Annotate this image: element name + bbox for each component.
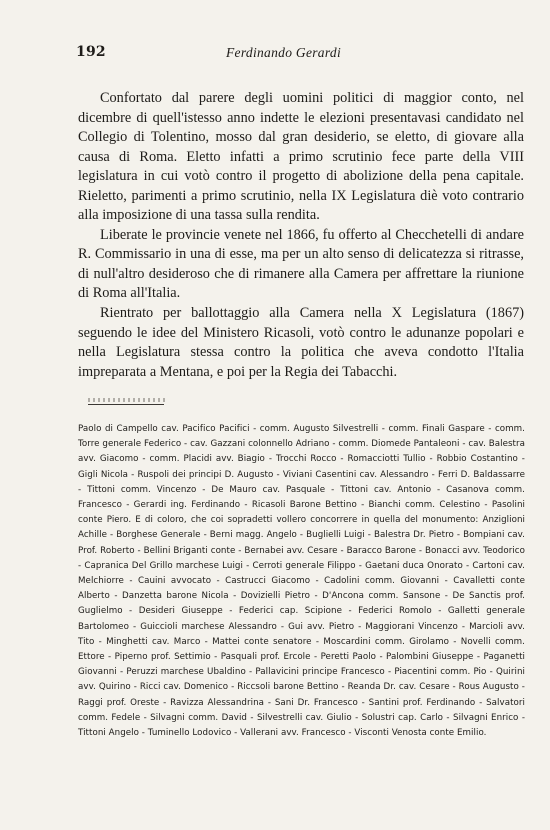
page-header bbox=[76, 44, 524, 68]
paragraph-2: Liberate le provincie venete nel 1866, fu offerto al Checchetelli di andare R. Commissario in una di esse, ma per un alto senso di delicatezza si ritrasse, di null'altro desideroso che di rimanere alla Camera per affrettare la riunione di Roma all'Italia. bbox=[78, 226, 524, 302]
body-text bbox=[78, 89, 524, 382]
paragraph-1: Confortato dal parere degli uomini politici di maggior conto, nel dicembre di quell'istesso anno indette le elezioni presentavasi candidato nel Collegio di Tolentino, mosso dal gran desiderio, se eletto, di giovare alla causa di Roma. Eletto infatti a primo scrutinio fece parte della VIII legislatura in cui votò contro il progetto di abolizione della pena capitale. Rieletto, parimenti a primo scrutinio, nella IX Legislatura diè voto contrario alla imposizione di una tassa sulla rendita. bbox=[78, 90, 524, 224]
page-number: 192 bbox=[76, 44, 106, 60]
paragraph-3: Rientrato per ballottaggio alla Camera nella X Legislatura (1867) seguendo le idee del Ministero Ricasoli, votò contro le adunanze popolari e nella Legislatura stessa contro la politica che aveva condotto l'Italia impreparata a Mentana, e poi per la Regia dei Tabacchi. bbox=[78, 305, 524, 380]
subscribers-list: Paolo di Campello cav. Pacifico Pacifici - comm. Augusto Silvestrelli - comm. Finali Gaspare - comm. Torre generale Federico - cav. Gazzani colonnello Adriano - comm. Diomede Pantaleoni - cav. Balestra avv. Giacomo - comm. Placidi avv. Biagio - Trocchi Rocco - Romacciotti Tullio - Robbio Costantino - Gigli Nicola - Ruspoli dei principi D. Augusto - Viviani Casentini cav. Alessandro - Ferri D. Baldassarre - Tittoni comm. Vincenzo - De Mauro cav. Pasquale - Tittoni cav. Antonio - Casanova comm. Francesco - Gerardi ing. Ferdinando - Ricasoli Barone Bettino - Bianchi comm. Celestino - Pasolini conte Piero. E di coloro, che coi sopradetti vollero concorrere in quella del monumento: Anziglioni Achille - Borghese Generale - Berni magg. Angelo - Buglielli Luigi - Balestra Dr. Pietro - Bompiani cav. Prof. Roberto - Bellini Briganti conte - Bernabei avv. Cesare - Baracco Barone - Bonacci avv. Teodorico - Capranica Del Grillo marchese Luigi - Cerroti generale Filippo - Gaetani duca Onorato - Cartoni cav. Melchiorre - Cauini avvocato - Castrucci Giacomo - Cadolini comm. Giovanni - Cavalletti conte Alberto - Danzetta barone Nicola - Dovizielli Pietro - D'Ancona comm. Sansone - De Sanctis prof. Guglielmo - Desideri Giuseppe - Federici cap. Scipione - Federici Romolo - Galletti generale Bartolomeo - Guiccioli marchese Alessandro - Gui avv. Pietro - Maggiorani Vincenzo - Marcioli avv. Tito - Minghetti cav. Marco - Mattei conte senatore - Moscardini comm. Girolamo - Novelli comm. Ettore - Piperno prof. Settimio - Pasquali prof. Ercole - Peretti Paolo - Palombini Giuseppe - Paganetti Giovanni - Peruzzi marchese Ubaldino - Pallavicini principe Francesco - Piacentini comm. Pio - Quirini avv. Quirino - Ricci cav. Domenico - Riccsoli barone Bettino - Reanda Dr. cav. Cesare - Rous Augusto - Raggi prof. Oreste - Ravizza Alessandrina - Sani Dr. Francesco - Santini prof. Ferdinando - Salvatori comm. Fedele - Silvagni comm. David - Silvestrelli cav. Giulio - Solustri cap. Carlo - Silvagni Enrico - Tittoni Angelo - Tuminello Lodovico - Vallerani avv. Francesco - Visconti Venosta conte Emilio. bbox=[78, 424, 525, 739]
section-rule bbox=[88, 404, 164, 405]
running-title: Ferdinando Gerardi bbox=[226, 45, 342, 60]
rule-dots bbox=[88, 398, 168, 402]
